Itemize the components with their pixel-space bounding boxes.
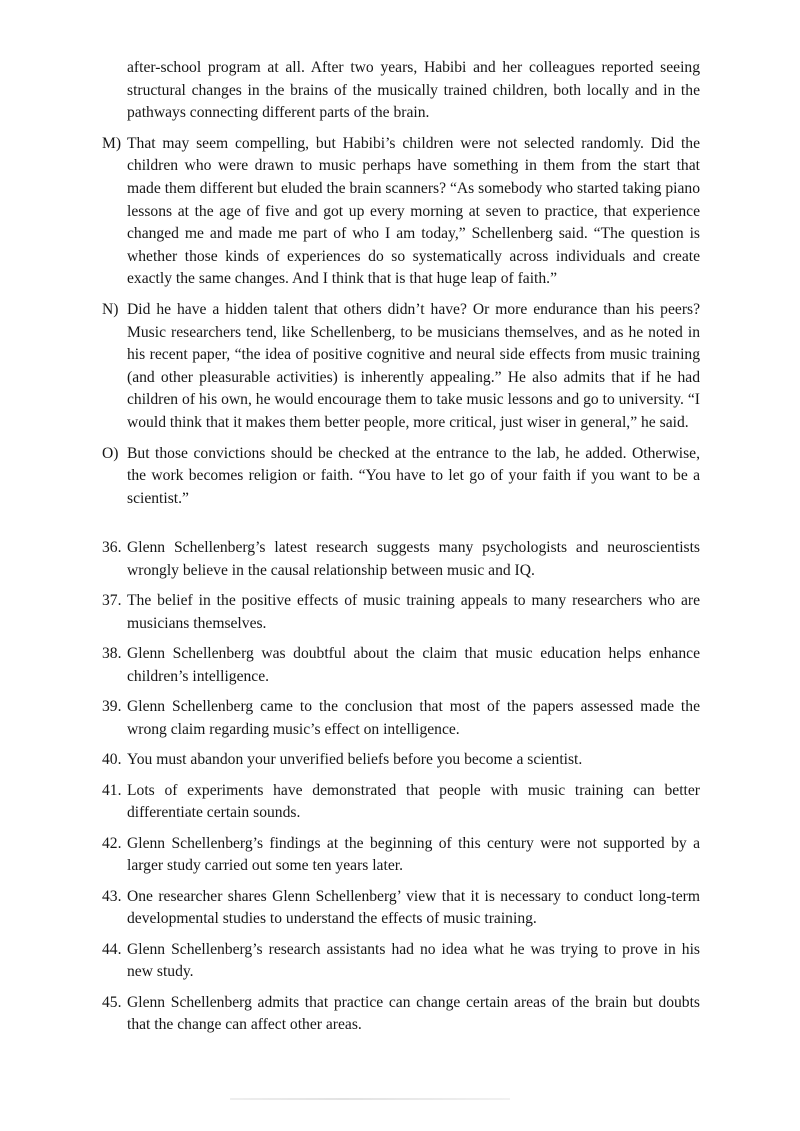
question-text: One researcher shares Glenn Schellenberg’ view that it is necessary to conduct long-term developmental studies to understand the effects of music training. [127, 887, 700, 928]
paragraph-text: That may seem compelling, but Habibi’s children were not selected randomly. Did the children who were drawn to music perhaps have something in them from the start that made them different but eluded the brain scanners? “As somebody who started taking piano lessons at the age of five and got up every morning at seven to practice, that experience changed me and made me part of who I am today,” Schellenberg said. “The question is whether those kinds of experiences do so systematically across individuals and create exactly the same changes. And I think that is that huge leap of faith.” [127, 134, 700, 288]
question-item [102, 749, 700, 772]
question-item [102, 590, 700, 635]
question-text: Glenn Schellenberg’s research assistants had no idea what he was trying to prove in his new study. [127, 940, 700, 981]
question-item [102, 537, 700, 582]
question-text: The belief in the positive effects of music training appeals to many researchers who are musicians themselves. [127, 592, 700, 632]
paragraph-marker: M) [102, 134, 122, 152]
question-text: Glenn Schellenberg’s findings at the beginning of this century were not supported by a larger study carried out some ten years later. [127, 834, 700, 875]
question-text: Glenn Schellenberg came to the conclusion that most of the papers assessed made the wrong claim regarding music’s effect on intelligence. [127, 698, 700, 738]
passage-paragraph-o [102, 443, 700, 511]
question-item [102, 939, 700, 984]
question-number: 37. [102, 592, 122, 610]
question-text: Glenn Schellenberg admits that practice can change certain areas of the brain but doubts that the change can affect other areas. [127, 993, 700, 1034]
question-item [102, 696, 700, 741]
question-number: 42. [102, 834, 122, 852]
question-number: 44. [102, 940, 122, 958]
question-text: You must abandon your unverified beliefs before you become a scientist. [127, 751, 583, 769]
question-item [102, 833, 700, 878]
passage-continuation: after-school program at all. After two years, Habibi and her colleagues reported seeing structural changes in the brains of the musically trained children, both locally and in the pathways connecting different parts of the brain. [127, 59, 700, 122]
question-number: 40. [102, 751, 122, 769]
question-list [102, 537, 700, 1036]
passage-paragraph-m [102, 133, 700, 291]
question-text: Glenn Schellenberg’s latest research suggests many psychologists and neuroscientists wrongly believe in the causal relationship between music and IQ. [127, 539, 700, 579]
question-number: 39. [102, 698, 122, 716]
question-item [102, 643, 700, 688]
question-item [102, 886, 700, 931]
passage-paragraph-n [102, 299, 700, 435]
question-number: 41. [102, 781, 122, 799]
question-item [102, 780, 700, 825]
footer-scan-line [230, 1098, 510, 1100]
question-item [102, 992, 700, 1037]
paragraph-text: Did he have a hidden talent that others didn’t have? Or more endurance than his peers? Music researchers tend, like Schellenberg, to be musicians themselves, and as he noted in his recent paper, “the idea of positive cognitive and neural side effects from music training (and other pleasurable activities) is inherently appealing.” He also admits that if he had children of his own, he would encourage them to take music lessons and go to university. “I would think that it makes them better people, more critical, just wiser in general,” he said. [127, 300, 700, 431]
question-number: 36. [102, 539, 122, 557]
paragraph-marker: N) [102, 300, 119, 318]
paragraph-text: But those convictions should be checked at the entrance to the lab, he added. Otherwise, the work becomes religion or faith. “You have to let go of your faith if you want to be a scientist.” [127, 444, 700, 507]
text-column [102, 57, 700, 1045]
question-text: Lots of experiments have demonstrated that people with music training can better differentiate certain sounds. [127, 781, 700, 822]
question-number: 43. [102, 887, 122, 905]
question-number: 38. [102, 645, 122, 663]
paragraph-marker: O) [102, 444, 119, 462]
question-number: 45. [102, 993, 122, 1011]
question-text: Glenn Schellenberg was doubtful about the claim that music education helps enhance children’s intelligence. [127, 645, 700, 685]
